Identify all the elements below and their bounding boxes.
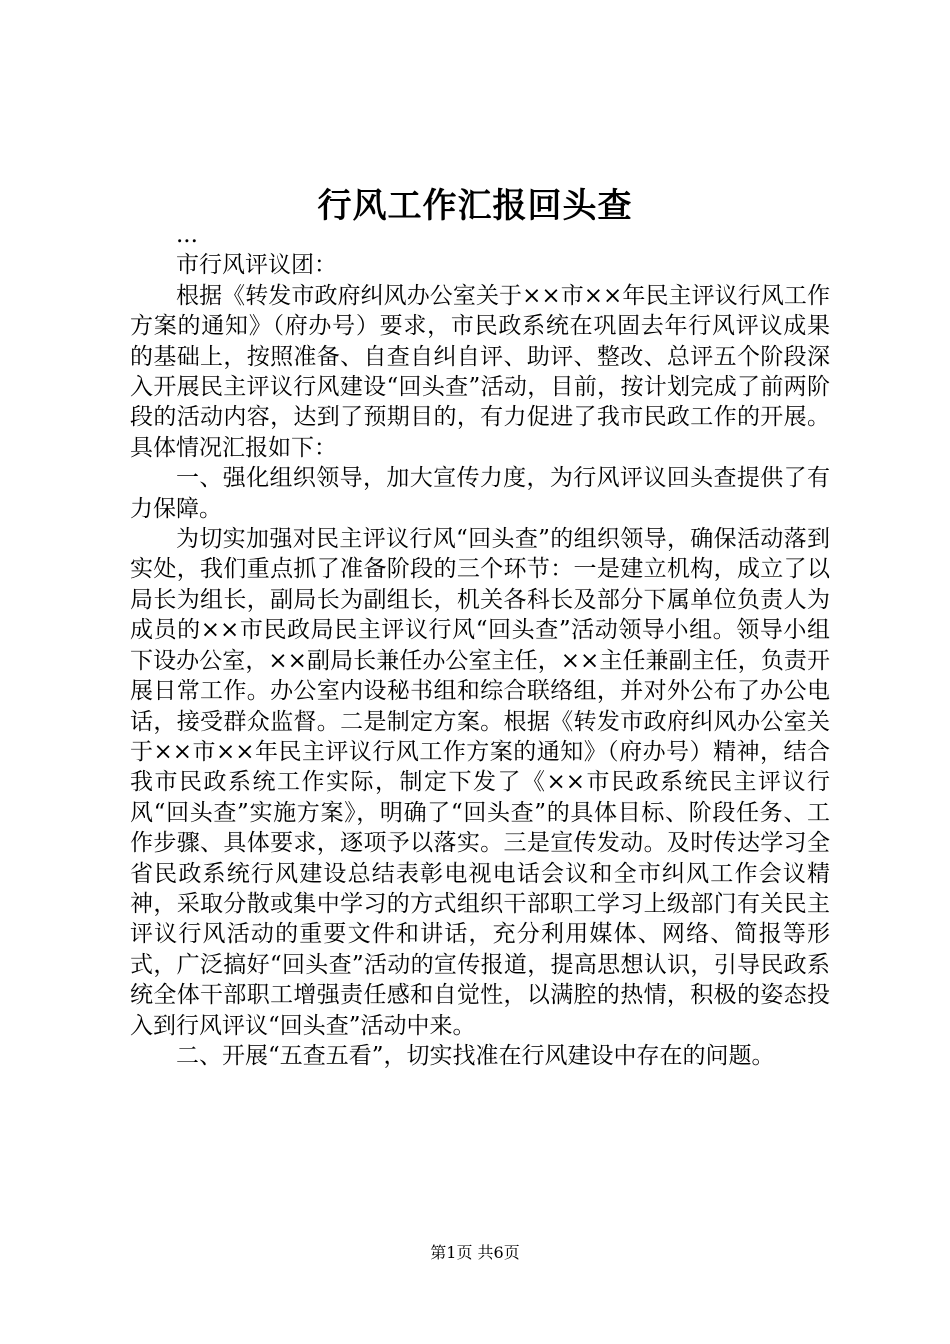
document-body xyxy=(130,220,830,1071)
paragraph-1: 根据《转发市政府纠风办公室关于××市××年民主评议行风工作方案的通知》（府办号）要求，市民政系统在巩固去年行风评议成果的基础上，按照准备、自查自纠自评、助评、整改、总评五个阶段深入开展民主评议行风建设“回头查”活动，目前，按计划完成了前两阶段的活动内容，达到了预期目的，有力促进了我市民政工作的开展。具体情况汇报如下： xyxy=(130,282,830,461)
section-heading-2: 二、开展“五查五看”，切实找准在行风建设中存在的问题。 xyxy=(176,1042,775,1069)
document-title: 行风工作汇报回头查 xyxy=(317,186,633,226)
page-footer: 第1页 共6页 xyxy=(430,1243,520,1262)
ellipsis-line: ... xyxy=(176,222,198,248)
section-heading-1: 一、强化组织领导，加大宣传力度，为行风评议回头查提供了有力保障。 xyxy=(130,465,830,522)
paragraph-2: 为切实加强对民主评议行风“回头查”的组织领导，确保活动落到实处，我们重点抓了准备阶段的三个环节：一是建立机构，成立了以局长为组长，副局长为副组长，机关各科长及部分下属单位负责人为成员的××市民政局民主评议行风“回头查”活动领导小组。领导小组下设办公室，××副局长兼任办公室主任，××主任兼副主任，负责开展日常工作。办公室内设秘书组和综合联络组，并对外公布了办公电话，接受群众监督。二是制定方案。根据《转发市政府纠风办公室关于××市××年民主评议行风工作方案的通知》（府办号）精神，结合我市民政系统工作实际，制定下发了《××市民政系统民主评议行风“回头查”实施方案》，明确了“回头查”的具体目标、阶段任务、工作步骤、具体要求，逐项予以落实。三是宣传发动。及时传达学习全省民政系统行风建设总结表彰电视电话会议和全市纠风工作会议精神，采取分散或集中学习的方式组织干部职工学习上级部门有关民主评议行风活动的重要文件和讲话，充分利用媒体、网络、简报等形式，广泛搞好“回头查”活动的宣传报道，提高思想认识，引导民政系统全体干部职工增强责任感和自觉性，以满腔的热情，积极的姿态投入到行风评议“回头查”活动中来。 xyxy=(130,526,830,1039)
salutation: 市行风评议团： xyxy=(176,252,337,279)
